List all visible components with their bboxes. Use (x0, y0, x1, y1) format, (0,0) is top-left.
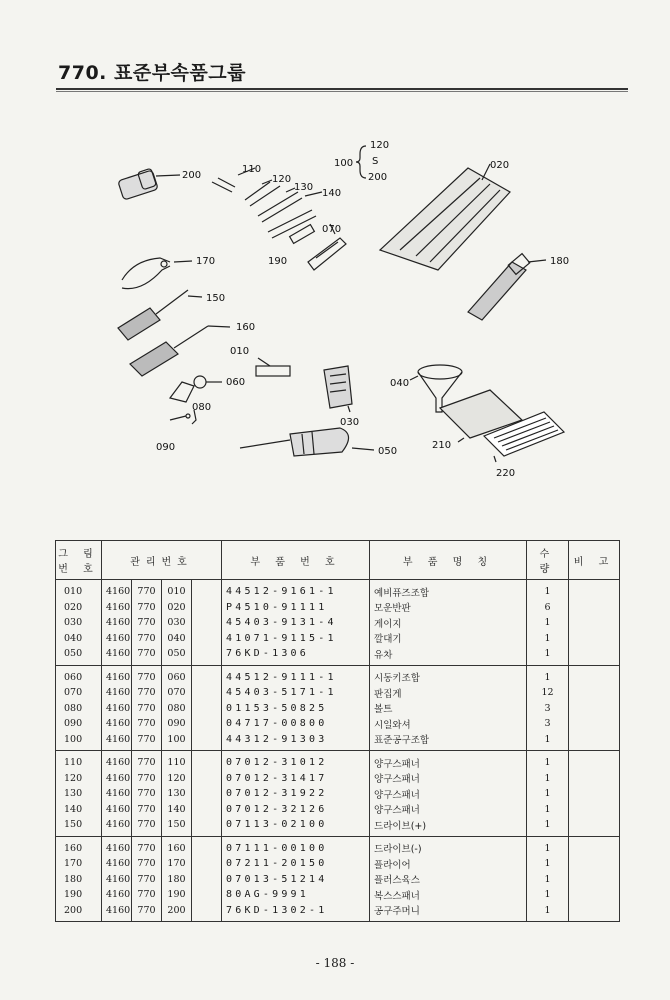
mgmt-group-cell: 770 (132, 817, 162, 836)
tool-bag-icon (118, 168, 158, 200)
quantity-cell: 1 (527, 817, 569, 836)
part-name-cell: 게이지 (370, 615, 527, 631)
part-number-cell: 80AG-9991 (222, 887, 370, 903)
part-name-cell: 공구주머니 (370, 903, 527, 922)
leader-line (348, 406, 350, 412)
title-underline (56, 88, 628, 90)
part-name-cell: 드라이브(+) (370, 817, 527, 836)
note-cell (569, 887, 620, 903)
part-number-cell: 41071-9115-1 (222, 631, 370, 647)
mgmt-group-cell: 770 (132, 872, 162, 888)
oiler-icon (240, 428, 349, 456)
mgmt-item-cell: 170 (162, 856, 192, 872)
callout-label: 010 (230, 346, 250, 357)
part-name-cell: 표준공구조합 (370, 732, 527, 751)
part-name-cell: 시일와셔 (370, 716, 527, 732)
box-wrench-icon (468, 254, 530, 320)
part-number-cell: 07012-31012 (222, 751, 370, 771)
note-cell (569, 631, 620, 647)
callout-label: 070 (322, 224, 342, 235)
mgmt-item-cell: 040 (162, 631, 192, 647)
blank-cell (192, 646, 222, 665)
callout-label: 220 (496, 468, 516, 479)
part-number-cell: 07211-20150 (222, 856, 370, 872)
group-no-cell: 190 (56, 887, 102, 903)
mgmt-item-cell: 160 (162, 836, 192, 856)
blank-cell (192, 685, 222, 701)
range-top-label: 120 (370, 140, 390, 151)
table-row (56, 887, 620, 903)
pliers-icon (122, 258, 170, 289)
mgmt-group-cell: 770 (132, 751, 162, 771)
blank-cell (192, 836, 222, 856)
mgmt-code-cell: 4160 (102, 836, 132, 856)
callout-label: 110 (242, 164, 262, 175)
mgmt-group-cell: 770 (132, 887, 162, 903)
leader-line (156, 175, 180, 176)
part-number-cell: 76KD-1302-1 (222, 903, 370, 922)
mgmt-code-cell: 4160 (102, 903, 132, 922)
mgmt-code-cell: 4160 (102, 600, 132, 616)
part-number-cell: 07013-51214 (222, 872, 370, 888)
callout-label: 160 (236, 322, 256, 333)
header-mgmt-no: 관리번호 (102, 541, 222, 580)
note-cell (569, 685, 620, 701)
table-row (56, 701, 620, 717)
callout-label: 200 (182, 170, 202, 181)
callout-label: 170 (196, 256, 216, 267)
blank-cell (192, 872, 222, 888)
part-name-cell: 예비퓨즈조합 (370, 580, 527, 600)
table-row (56, 786, 620, 802)
part-name-cell: 양구스패너 (370, 802, 527, 818)
part-number-cell: P4510-91111 (222, 600, 370, 616)
table-row (56, 856, 620, 872)
range-tilde-label: S (372, 156, 379, 167)
part-number-cell: 45403-9131-4 (222, 615, 370, 631)
callout-label: 140 (322, 188, 342, 199)
part-number-cell: 07012-32126 (222, 802, 370, 818)
quantity-cell: 1 (527, 903, 569, 922)
callout-label: 020 (490, 160, 510, 171)
mgmt-code-cell: 4160 (102, 751, 132, 771)
mgmt-group-cell: 770 (132, 615, 162, 631)
note-cell (569, 615, 620, 631)
mgmt-code-cell: 4160 (102, 732, 132, 751)
mgmt-item-cell: 010 (162, 580, 192, 600)
part-number-cell: 07012-31922 (222, 786, 370, 802)
mgmt-group-cell: 770 (132, 903, 162, 922)
note-cell (569, 903, 620, 922)
callout-label: 180 (550, 256, 570, 267)
part-number-cell: 44312-91303 (222, 732, 370, 751)
quantity-cell: 1 (527, 665, 569, 685)
callout-label: 030 (340, 417, 360, 428)
leader-line (458, 438, 464, 442)
mgmt-item-cell: 140 (162, 802, 192, 818)
header-group-no: 그 림 번 호 (56, 541, 102, 580)
mgmt-item-cell: 090 (162, 716, 192, 732)
mgmt-group-cell: 770 (132, 600, 162, 616)
note-cell (569, 701, 620, 717)
part-number-cell: 45403-5171-1 (222, 685, 370, 701)
blank-cell (192, 701, 222, 717)
part-name-cell: 양구스패너 (370, 786, 527, 802)
note-cell (569, 751, 620, 771)
group-no-cell: 130 (56, 786, 102, 802)
screwdriver-minus-icon (130, 326, 208, 376)
mgmt-code-cell: 4160 (102, 856, 132, 872)
mgmt-item-cell: 030 (162, 615, 192, 631)
parts-table (55, 540, 620, 922)
mgmt-item-cell: 120 (162, 771, 192, 787)
header-part-no: 부 품 번 호 (222, 541, 370, 580)
quantity-cell: 1 (527, 646, 569, 665)
quantity-cell: 1 (527, 771, 569, 787)
page-title: 770. 표준부속품그룹 (58, 62, 246, 84)
blank-cell (192, 817, 222, 836)
callout-label: 040 (390, 378, 410, 389)
mgmt-item-cell: 020 (162, 600, 192, 616)
group-no-cell: 110 (56, 751, 102, 771)
part-name-cell: 양구스패너 (370, 771, 527, 787)
screwdriver-plus-icon (118, 290, 188, 340)
mgmt-item-cell: 050 (162, 646, 192, 665)
part-name-cell: 유차 (370, 646, 527, 665)
mgmt-item-cell: 200 (162, 903, 192, 922)
group-no-cell: 070 (56, 685, 102, 701)
range-start-label: 100 (334, 158, 354, 169)
mgmt-group-cell: 770 (132, 836, 162, 856)
group-no-cell: 180 (56, 872, 102, 888)
group-no-cell: 120 (56, 771, 102, 787)
mgmt-item-cell: 100 (162, 732, 192, 751)
leader-line (262, 180, 272, 184)
part-number-cell: 07113-02100 (222, 817, 370, 836)
group-no-cell: 060 (56, 665, 102, 685)
mgmt-group-cell: 770 (132, 716, 162, 732)
mgmt-code-cell: 4160 (102, 771, 132, 787)
callout-label: 120 (272, 174, 292, 185)
group-no-cell: 150 (56, 817, 102, 836)
blank-cell (192, 751, 222, 771)
note-cell (569, 856, 620, 872)
parts-table-body (56, 580, 620, 922)
spare-fuse-icon (256, 366, 290, 376)
group-no-cell: 010 (56, 580, 102, 600)
mgmt-code-cell: 4160 (102, 716, 132, 732)
mgmt-group-cell: 770 (132, 802, 162, 818)
parts-diagram (90, 120, 610, 495)
table-row (56, 751, 620, 771)
mgmt-code-cell: 4160 (102, 631, 132, 647)
callout-label: 050 (378, 446, 398, 457)
blank-cell (192, 615, 222, 631)
note-cell (569, 580, 620, 600)
note-cell (569, 836, 620, 856)
part-number-cell: 01153-50825 (222, 701, 370, 717)
leader-line (410, 376, 418, 380)
group-no-cell: 050 (56, 646, 102, 665)
mgmt-code-cell: 4160 (102, 685, 132, 701)
quantity-cell: 1 (527, 786, 569, 802)
header-note: 비 고 (569, 541, 620, 580)
note-cell (569, 665, 620, 685)
blank-cell (192, 771, 222, 787)
table-row (56, 716, 620, 732)
table-row (56, 872, 620, 888)
leader-line (352, 448, 374, 450)
note-cell (569, 732, 620, 751)
part-name-cell: 양구스패너 (370, 751, 527, 771)
group-no-cell: 200 (56, 903, 102, 922)
mgmt-item-cell: 150 (162, 817, 192, 836)
callout-label: 060 (226, 377, 246, 388)
title-underline-thin (56, 91, 628, 92)
blank-cell (192, 887, 222, 903)
range-bottom-label: 200 (368, 172, 388, 183)
blank-cell (192, 600, 222, 616)
callout-label: 190 (268, 256, 288, 267)
note-cell (569, 600, 620, 616)
mgmt-code-cell: 4160 (102, 615, 132, 631)
table-row (56, 665, 620, 685)
group-no-cell: 030 (56, 615, 102, 631)
mgmt-group-cell: 770 (132, 786, 162, 802)
quantity-cell: 1 (527, 580, 569, 600)
mgmt-item-cell: 080 (162, 701, 192, 717)
mgmt-item-cell: 070 (162, 685, 192, 701)
gauge-icon (324, 366, 352, 408)
part-name-cell: 모운반판 (370, 600, 527, 616)
group-no-cell: 040 (56, 631, 102, 647)
part-name-cell: 시동키조합 (370, 665, 527, 685)
mgmt-group-cell: 770 (132, 580, 162, 600)
part-number-cell: 44512-9111-1 (222, 665, 370, 685)
part-name-cell: 볼트 (370, 701, 527, 717)
blank-cell (192, 802, 222, 818)
mgmt-code-cell: 4160 (102, 872, 132, 888)
part-name-cell: 판집게 (370, 685, 527, 701)
leader-line (494, 456, 496, 462)
header-part-name: 부 품 명 칭 (370, 541, 527, 580)
mgmt-group-cell: 770 (132, 732, 162, 751)
note-cell (569, 771, 620, 787)
quantity-cell: 1 (527, 631, 569, 647)
callout-label: 090 (156, 442, 176, 453)
mat-icon (380, 168, 510, 270)
blank-cell (192, 856, 222, 872)
mgmt-group-cell: 770 (132, 631, 162, 647)
quantity-cell: 1 (527, 887, 569, 903)
blank-cell (192, 580, 222, 600)
part-number-cell: 04717-00800 (222, 716, 370, 732)
blank-cell (192, 903, 222, 922)
leader-line (208, 326, 230, 327)
table-row (56, 802, 620, 818)
page-number: - 188 - (315, 956, 355, 970)
group-no-cell: 170 (56, 856, 102, 872)
table-row (56, 600, 620, 616)
table-row (56, 615, 620, 631)
mgmt-group-cell: 770 (132, 646, 162, 665)
mgmt-item-cell: 060 (162, 665, 192, 685)
quantity-cell: 3 (527, 701, 569, 717)
part-number-cell: 44512-9161-1 (222, 580, 370, 600)
quantity-cell: 12 (527, 685, 569, 701)
callout-label: 150 (206, 293, 226, 304)
table-row (56, 732, 620, 751)
mgmt-group-cell: 770 (132, 701, 162, 717)
mgmt-item-cell: 130 (162, 786, 192, 802)
mgmt-code-cell: 4160 (102, 817, 132, 836)
part-name-cell: 플라이어 (370, 856, 527, 872)
range-brace (356, 146, 366, 178)
blank-cell (192, 665, 222, 685)
table-row (56, 836, 620, 856)
note-cell (569, 802, 620, 818)
mgmt-item-cell: 110 (162, 751, 192, 771)
mgmt-group-cell: 770 (132, 771, 162, 787)
quantity-cell: 1 (527, 856, 569, 872)
mgmt-code-cell: 4160 (102, 887, 132, 903)
group-no-cell: 080 (56, 701, 102, 717)
mgmt-item-cell: 180 (162, 872, 192, 888)
group-no-cell: 160 (56, 836, 102, 856)
note-cell (569, 817, 620, 836)
group-no-cell: 090 (56, 716, 102, 732)
quantity-cell: 1 (527, 732, 569, 751)
callout-label: 080 (192, 402, 212, 413)
leader-line (258, 358, 270, 366)
blank-cell (192, 732, 222, 751)
blank-cell (192, 786, 222, 802)
table-row (56, 817, 620, 836)
mgmt-group-cell: 770 (132, 856, 162, 872)
note-cell (569, 716, 620, 732)
leader-line (528, 260, 546, 262)
blank-cell (192, 631, 222, 647)
group-no-cell: 100 (56, 732, 102, 751)
table-row (56, 580, 620, 600)
plate-clip-icon (308, 238, 346, 270)
mgmt-code-cell: 4160 (102, 646, 132, 665)
quantity-cell: 1 (527, 751, 569, 771)
table-row (56, 903, 620, 922)
group-no-cell: 020 (56, 600, 102, 616)
quantity-cell: 3 (527, 716, 569, 732)
part-name-cell: 깔대기 (370, 631, 527, 647)
quantity-cell: 1 (527, 802, 569, 818)
mgmt-code-cell: 4160 (102, 701, 132, 717)
note-cell (569, 786, 620, 802)
part-number-cell: 76KD-1306 (222, 646, 370, 665)
part-name-cell: 복스스패너 (370, 887, 527, 903)
table-row (56, 685, 620, 701)
blank-cell (192, 716, 222, 732)
quantity-cell: 6 (527, 600, 569, 616)
part-name-cell: 플러스육스 (370, 872, 527, 888)
part-name-cell: 드라이브(-) (370, 836, 527, 856)
leader-line (188, 296, 202, 297)
mgmt-code-cell: 4160 (102, 580, 132, 600)
mgmt-code-cell: 4160 (102, 786, 132, 802)
note-cell (569, 646, 620, 665)
mgmt-code-cell: 4160 (102, 802, 132, 818)
quantity-cell: 1 (527, 615, 569, 631)
callout-label: 130 (294, 182, 314, 193)
note-cell (569, 872, 620, 888)
callout-label: 210 (432, 440, 452, 451)
mgmt-group-cell: 770 (132, 665, 162, 685)
part-number-cell: 07111-00100 (222, 836, 370, 856)
table-row (56, 771, 620, 787)
mgmt-item-cell: 190 (162, 887, 192, 903)
header-qty: 수 량 (527, 541, 569, 580)
leader-line (174, 261, 192, 262)
table-row (56, 646, 620, 665)
quantity-cell: 1 (527, 836, 569, 856)
table-row (56, 631, 620, 647)
group-no-cell: 140 (56, 802, 102, 818)
part-number-cell: 07012-31417 (222, 771, 370, 787)
start-key-icon (170, 376, 206, 402)
table-header-row (56, 541, 620, 580)
quantity-cell: 1 (527, 872, 569, 888)
mgmt-group-cell: 770 (132, 685, 162, 701)
mgmt-code-cell: 4160 (102, 665, 132, 685)
